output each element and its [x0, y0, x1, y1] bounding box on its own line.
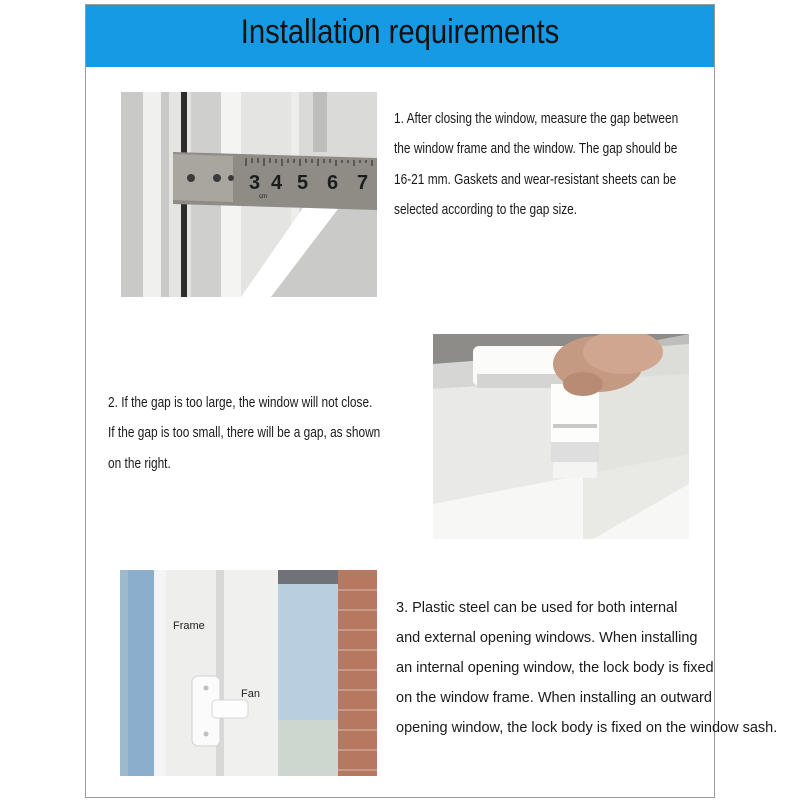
tape-digit: 4 — [271, 172, 283, 194]
tape-measure-photo — [121, 92, 377, 297]
window-handle-photo — [120, 570, 377, 776]
step2-line-1: 2. If the gap is too large, the window will not close. — [108, 395, 373, 411]
page-title: Installation requirements — [240, 13, 560, 51]
step3-line-4: on the window frame. When installing an outward — [396, 690, 712, 706]
tape-digit: 7 — [357, 172, 369, 194]
step1-line-4: selected according to the gap size. — [394, 202, 578, 218]
step3-line-3: an internal opening window, the lock body is fixed — [396, 660, 714, 676]
step3-line-5: opening window, the lock body is fixed on the window sash. — [396, 720, 778, 736]
fan-label: Fan — [241, 688, 260, 700]
tape-digit: 3 — [249, 172, 261, 194]
tape-unit: cm — [259, 194, 267, 200]
tape-digit: 5 — [297, 172, 309, 194]
step2-line-2: If the gap is too small, there will be a gap, as shown — [108, 425, 381, 441]
step3-line-2: and external opening windows. When installing — [396, 630, 698, 646]
step1-line-3: 16-21 mm. Gaskets and wear-resistant sheets can be — [394, 172, 677, 188]
step3-line-1: 3. Plastic steel can be used for both internal — [396, 600, 678, 616]
header-banner — [86, 5, 714, 67]
step1-line-2: the window frame and the window. The gap should be — [394, 141, 678, 157]
frame-label: Frame — [173, 620, 205, 632]
handle-gap-photo — [433, 334, 689, 539]
step1-line-1: 1. After closing the window, measure the gap between — [394, 111, 679, 127]
step2-line-3: on the right. — [108, 456, 171, 472]
tape-digit: 6 — [327, 172, 339, 194]
